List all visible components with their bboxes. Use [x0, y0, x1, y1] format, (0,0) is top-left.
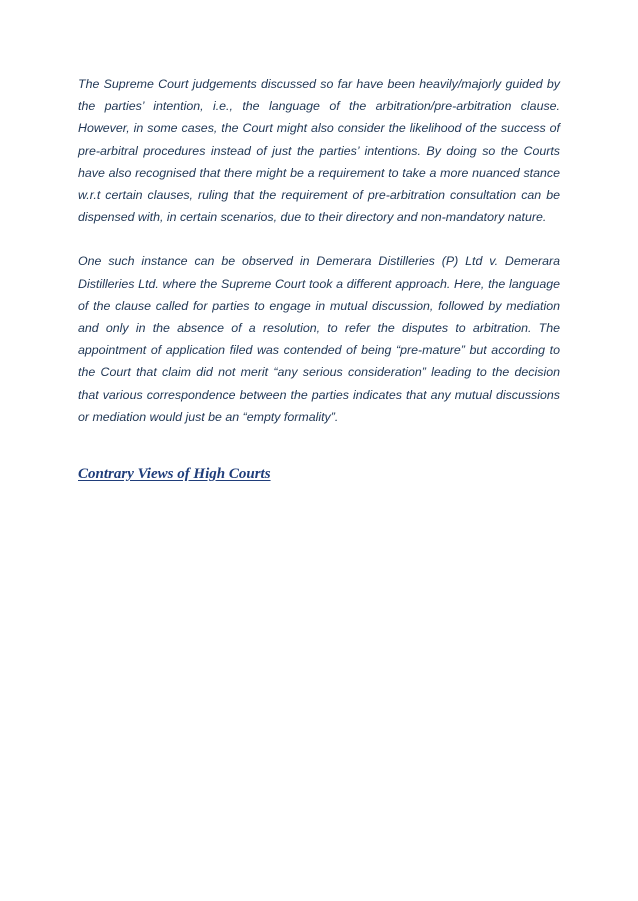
paragraph-supreme-court-judgements: The Supreme Court judgements discussed so far have been heavily/majorly guided by the parties’ intention, i.e., the language of the arbitration/pre-arbitration clause. However, in some cases, the Court might also consider the likelihood of the success of pre-arbitral procedures instead of just the parties’ intentions. By doing so the Courts have also recognised that there might be a requirement to take a more nuanced stance w.r.t certain clauses, ruling that the requirement of pre-arbitration consultation can be dispensed with, in certain scenarios, due to their directory and non-mandatory nature. — [78, 77, 560, 225]
document-body — [78, 73, 560, 484]
section-heading: Contrary Views of High Courts — [78, 466, 271, 483]
paragraph-demerara-distilleries: One such instance can be observed in Demerara Distilleries (P) Ltd v. Demerara Distilleries Ltd. where the Supreme Court took a different approach. Here, the language of the clause called for parties to engage in mutual discussion, followed by mediation and only in the absence of a resolution, to refer the disputes to arbitration. The appointment of application filed was contended of being “pre-mature” but according to the Court that claim did not merit “any serious consideration” leading to the decision that various correspondence between the parties indicates that any mutual discussions or mediation would just be an “empty formality”. — [78, 254, 560, 424]
